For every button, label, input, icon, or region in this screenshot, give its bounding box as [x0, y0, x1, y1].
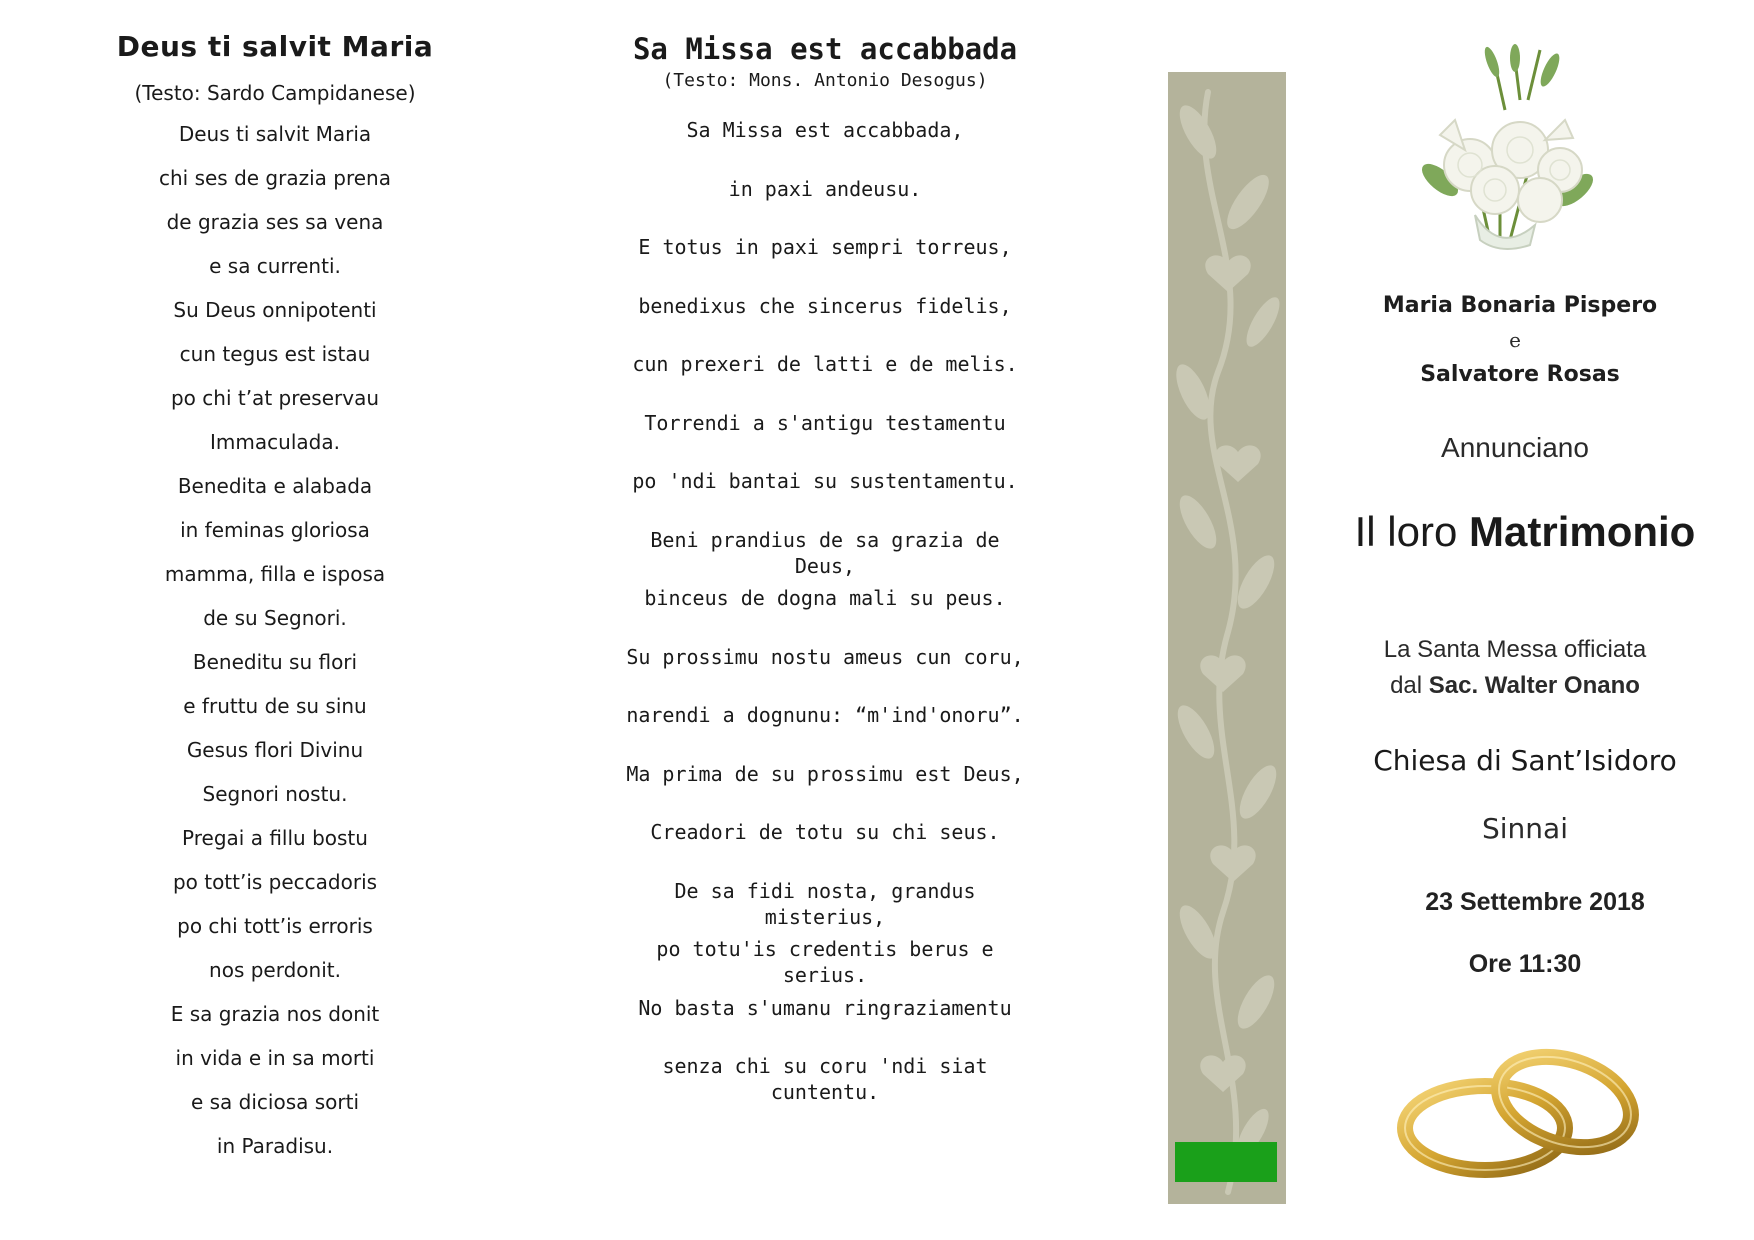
ave-maria-line: cun tegus est istau	[179, 342, 371, 366]
headline-bold: Matrimonio	[1469, 508, 1696, 555]
ave-maria-lines	[80, 121, 470, 1177]
hymn-line: in paxi andeusu.	[728, 176, 922, 201]
hymn-line: benedixus che sincerus fidelis,	[638, 293, 1012, 318]
ave-maria-line: Su Deus onnipotenti	[173, 298, 377, 322]
hymn-line: Ma prima de su prossimu est Deus,	[626, 761, 1024, 786]
mass-line-2-prefix: dal	[1390, 672, 1429, 699]
green-marker-block	[1175, 1142, 1277, 1182]
white-flower-bouquet-icon	[1400, 40, 1600, 255]
ave-maria-line: in vida e in sa morti	[175, 1046, 375, 1070]
ave-maria-line: nos perdonit.	[209, 958, 341, 982]
ave-maria-line: de su Segnori.	[203, 606, 347, 630]
conjunction-text: e	[1509, 328, 1521, 352]
ave-maria-line: E sa grazia nos donit	[170, 1002, 380, 1026]
hymn-line: cun prexeri de latti e de melis.	[632, 352, 1018, 376]
ave-maria-line: Gesus flori Divinu	[186, 738, 364, 762]
ave-maria-line: po tott’is peccadoris	[172, 870, 378, 894]
hymn-line: po totu'is credentis berus e serius.	[656, 937, 994, 987]
hymn-line: narendi a dognunu: “m'ind'onoru”.	[626, 703, 1024, 727]
hymn-line: E totus in paxi sempri torreus,	[638, 235, 1012, 259]
headline-prefix: Il loro	[1354, 508, 1470, 555]
hymn-column	[620, 32, 1030, 1112]
ave-maria-line: chi ses de grazia prena	[158, 166, 391, 190]
ave-maria-line: in feminas gloriosa	[180, 518, 370, 542]
hymn-lines	[620, 117, 1030, 1112]
ave-maria-line: po chi tott’is erroris	[177, 914, 373, 938]
groom-name: Salvatore Rosas	[1420, 362, 1620, 387]
ave-maria-line: mamma, filla e isposa	[164, 562, 386, 586]
ave-maria-title: Deus ti salvit Maria	[116, 30, 434, 63]
ave-maria-line: po chi t’at preservau	[170, 386, 380, 410]
wedding-date: 23 Settembre 2018	[1425, 888, 1645, 916]
hymn-line: senza chi su coru 'ndi siat cuntentu.	[662, 1054, 988, 1104]
hymn-line: Su prossimu nostu ameus cun coru,	[626, 644, 1024, 669]
hymn-line: Torrendi a s'antigu testamentu	[644, 410, 1006, 435]
ave-maria-line: Benedita e alabada	[177, 474, 373, 498]
decorative-band	[1168, 72, 1286, 1204]
mass-line-2	[1310, 672, 1720, 700]
hymn-title: Sa Missa est accabbada	[632, 32, 1018, 66]
wedding-time: Ore 11:30	[1468, 950, 1582, 978]
ave-maria-line: e fruttu de su sinu	[183, 694, 367, 718]
hymn-line: Creadori de totu su chi seus.	[650, 820, 1000, 844]
ave-maria-line: in Paradisu.	[216, 1134, 334, 1158]
ave-maria-line: Pregai a fillu bostu	[182, 826, 368, 850]
hymn-line: po 'ndi bantai su sustentamentu.	[632, 469, 1018, 493]
hymn-subtitle: (Testo: Mons. Antonio Desogus)	[662, 70, 988, 91]
hymn-line: Sa Missa est accabbada,	[686, 118, 964, 142]
wedding-headline	[1320, 508, 1730, 556]
ave-maria-subtitle: (Testo: Sardo Campidanese)	[134, 81, 416, 105]
mass-line-1: La Santa Messa officiata	[1383, 636, 1647, 663]
ave-maria-line: de grazia ses sa vena	[166, 210, 384, 234]
ave-maria-line: Segnori nostu.	[202, 782, 348, 806]
ave-maria-column	[80, 30, 470, 1177]
priest-name: Sac. Walter Onano	[1428, 672, 1640, 699]
ave-maria-line: Deus ti salvit Maria	[178, 122, 372, 146]
hymn-line: binceus de dogna mali su peus.	[644, 586, 1006, 610]
bride-name: Maria Bonaria Pispero	[1382, 293, 1658, 318]
hymn-line: No basta s'umanu ringraziamentu	[638, 995, 1012, 1020]
hymn-line: De sa fidi nosta, grandus misterius,	[674, 878, 976, 929]
ave-maria-line: e sa currenti.	[209, 254, 341, 278]
ave-maria-line: e sa diciosa sorti	[190, 1090, 360, 1114]
town-name: Sinnai	[1482, 812, 1568, 845]
church-name: Chiesa di Sant’Isidoro	[1373, 744, 1677, 777]
floral-ornament-icon	[1168, 72, 1286, 1204]
ave-maria-line: Immaculada.	[210, 430, 340, 454]
hymn-line: Beni prandius de sa grazia de Deus,	[650, 527, 1000, 578]
wedding-rings-icon	[1390, 1040, 1660, 1180]
announce-text: Annunciano	[1441, 432, 1589, 463]
ave-maria-line: Beneditu su flori	[192, 650, 358, 674]
